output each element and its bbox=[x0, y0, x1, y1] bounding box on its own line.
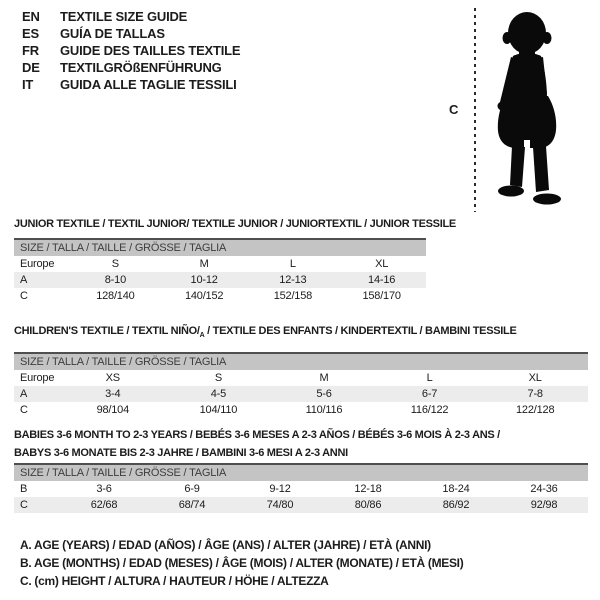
value-cell: XL bbox=[375, 258, 389, 270]
value-cell: S bbox=[214, 372, 222, 385]
language-title: TEXTILE SIZE GUIDE bbox=[60, 9, 188, 24]
language-row-en bbox=[22, 8, 240, 25]
table-row-c bbox=[14, 497, 588, 513]
value-cell: 18-24 bbox=[442, 483, 470, 495]
value-cell: 140/152 bbox=[184, 290, 224, 302]
title-text: BABIES 3-6 MONTH TO 2-3 YEARS / BEBÉS 3-6 MESES A 2-3 AÑOS / BÉBÉS 3-6 MOIS À 2-3 ANS / bbox=[14, 429, 500, 441]
language-code: IT bbox=[22, 77, 34, 92]
value-cell: 3-4 bbox=[105, 388, 121, 401]
section-title-line bbox=[14, 426, 588, 444]
section-title-junior bbox=[14, 215, 456, 233]
language-code: DE bbox=[22, 60, 40, 75]
size-table-grid bbox=[14, 256, 426, 304]
row-label-cell: C bbox=[20, 499, 28, 511]
language-code: ES bbox=[22, 26, 39, 41]
row-label-cell: C bbox=[20, 290, 28, 302]
table-row-b bbox=[14, 481, 588, 497]
size-table-body bbox=[14, 256, 426, 304]
value-cell: 86/92 bbox=[442, 499, 470, 511]
size-table-body bbox=[14, 370, 588, 418]
baby-silhouette-icon bbox=[481, 10, 573, 210]
table-row-c bbox=[14, 288, 426, 304]
size-table-children bbox=[14, 352, 588, 418]
section-title-babies bbox=[14, 426, 588, 462]
legend-line-0: A. AGE (YEARS) / EDAD (AÑOS) / ÂGE (ANS) / ALTER (JAHRE) / ETÀ (ANNI) bbox=[20, 538, 431, 552]
language-row-fr bbox=[22, 42, 240, 59]
height-measure-dotted-line bbox=[474, 8, 476, 212]
value-cell: XL bbox=[528, 372, 542, 385]
size-table-header: SIZE / TALLA / TAILLE / GRÖSSE / TAGLIA bbox=[14, 465, 588, 481]
value-cell: 14-16 bbox=[368, 274, 396, 286]
section-babies bbox=[14, 426, 588, 513]
title-text: JUNIOR TEXTILE / TEXTIL JUNIOR/ TEXTILE JUNIOR / JUNIORTEXTIL / JUNIOR TESSILE bbox=[14, 218, 456, 230]
value-cell: 104/110 bbox=[199, 404, 238, 417]
size-table-header: SIZE / TALLA / TAILLE / GRÖSSE / TAGLIA bbox=[14, 354, 588, 370]
value-cell: 9-12 bbox=[269, 483, 291, 495]
language-title: GUIDE DES TAILLES TEXTILE bbox=[60, 43, 241, 58]
value-cell: S bbox=[111, 258, 119, 270]
section-title-children bbox=[14, 322, 588, 345]
value-cell: 4-5 bbox=[210, 388, 227, 401]
table-row-c bbox=[14, 402, 588, 418]
value-cell: 116/122 bbox=[410, 404, 449, 417]
value-cell: 6-7 bbox=[421, 388, 438, 401]
value-cell: M bbox=[199, 258, 209, 270]
value-cell: 80/86 bbox=[354, 499, 382, 511]
language-row-it bbox=[22, 76, 240, 93]
value-cell: 92/98 bbox=[530, 499, 558, 511]
language-title: GUÍA DE TALLAS bbox=[60, 26, 165, 41]
value-cell: 5-6 bbox=[316, 388, 332, 401]
language-row-de bbox=[22, 59, 240, 76]
size-table-babies bbox=[14, 463, 588, 513]
legend-line-2: C. (cm) HEIGHT / ALTURA / HAUTEUR / HÖHE / ALTEZZA bbox=[20, 574, 329, 588]
value-cell: 122/128 bbox=[516, 404, 555, 417]
language-title: TEXTILGRÖßENFÜHRUNG bbox=[60, 60, 222, 75]
value-cell: 3-6 bbox=[96, 483, 112, 495]
title-text: BABYS 3-6 MONATE BIS 2-3 JAHRE / BAMBINI 3-6 MESI A 2-3 ANNI bbox=[14, 447, 348, 459]
size-table-header: SIZE / TALLA / TAILLE / GRÖSSE / TAGLIA bbox=[14, 240, 426, 256]
value-cell: 8-10 bbox=[104, 274, 126, 286]
value-cell: 12-13 bbox=[279, 274, 307, 286]
measure-legend bbox=[20, 536, 463, 590]
row-label-cell: A bbox=[20, 274, 28, 286]
table-row-europe bbox=[14, 256, 426, 272]
row-label-cell: Europe bbox=[20, 372, 55, 385]
size-table-grid bbox=[14, 370, 588, 418]
value-cell: 10-12 bbox=[190, 274, 218, 286]
value-cell: L bbox=[426, 372, 433, 385]
value-cell: XS bbox=[105, 372, 120, 385]
value-cell: 74/80 bbox=[266, 499, 294, 511]
section-title-line bbox=[14, 444, 588, 462]
legend-line-1: B. AGE (MONTHS) / EDAD (MESES) / ÂGE (MOIS) / ALTER (MONATE) / ETÀ (MESI) bbox=[20, 556, 464, 570]
table-row-a bbox=[14, 386, 588, 402]
language-title: GUIDA ALLE TAGLIE TESSILI bbox=[60, 77, 237, 92]
title-text: / TEXTILE DES ENFANTS / KINDERTEXTIL / BAMBINI TESSILE bbox=[204, 325, 517, 337]
value-cell: M bbox=[319, 372, 329, 385]
value-cell: 7-8 bbox=[527, 388, 543, 401]
language-row-es bbox=[22, 25, 240, 42]
value-cell: 98/104 bbox=[96, 404, 130, 417]
section-junior bbox=[14, 215, 456, 304]
section-title-line bbox=[14, 215, 456, 233]
language-code: FR bbox=[22, 43, 39, 58]
value-cell: 12-18 bbox=[354, 483, 382, 495]
value-cell: 128/140 bbox=[96, 290, 135, 302]
value-cell: 62/68 bbox=[90, 499, 118, 511]
value-cell: 68/74 bbox=[178, 499, 206, 511]
table-row-europe bbox=[14, 370, 588, 386]
language-code: EN bbox=[22, 9, 40, 24]
size-table-junior bbox=[14, 238, 426, 304]
height-measure-label: C bbox=[449, 102, 459, 117]
value-cell: 152/158 bbox=[273, 290, 313, 302]
value-cell: L bbox=[289, 258, 296, 270]
row-label-cell: C bbox=[20, 404, 28, 417]
row-label-cell: A bbox=[20, 388, 28, 401]
value-cell: 110/116 bbox=[305, 404, 343, 417]
size-table-grid bbox=[14, 481, 588, 513]
subscript-text: A bbox=[199, 332, 205, 340]
row-label-cell: B bbox=[20, 483, 28, 495]
section-title-line bbox=[14, 322, 588, 345]
value-cell: 6-9 bbox=[184, 483, 200, 495]
value-cell: 24-36 bbox=[530, 483, 558, 495]
language-list bbox=[22, 8, 240, 93]
row-label-cell: Europe bbox=[20, 258, 55, 270]
value-cell: 158/170 bbox=[362, 290, 401, 302]
title-text: CHILDREN'S TEXTILE / TEXTIL NIÑO/ bbox=[14, 325, 200, 337]
section-children bbox=[14, 322, 588, 418]
table-row-a bbox=[14, 272, 426, 288]
size-table-body bbox=[14, 481, 588, 513]
